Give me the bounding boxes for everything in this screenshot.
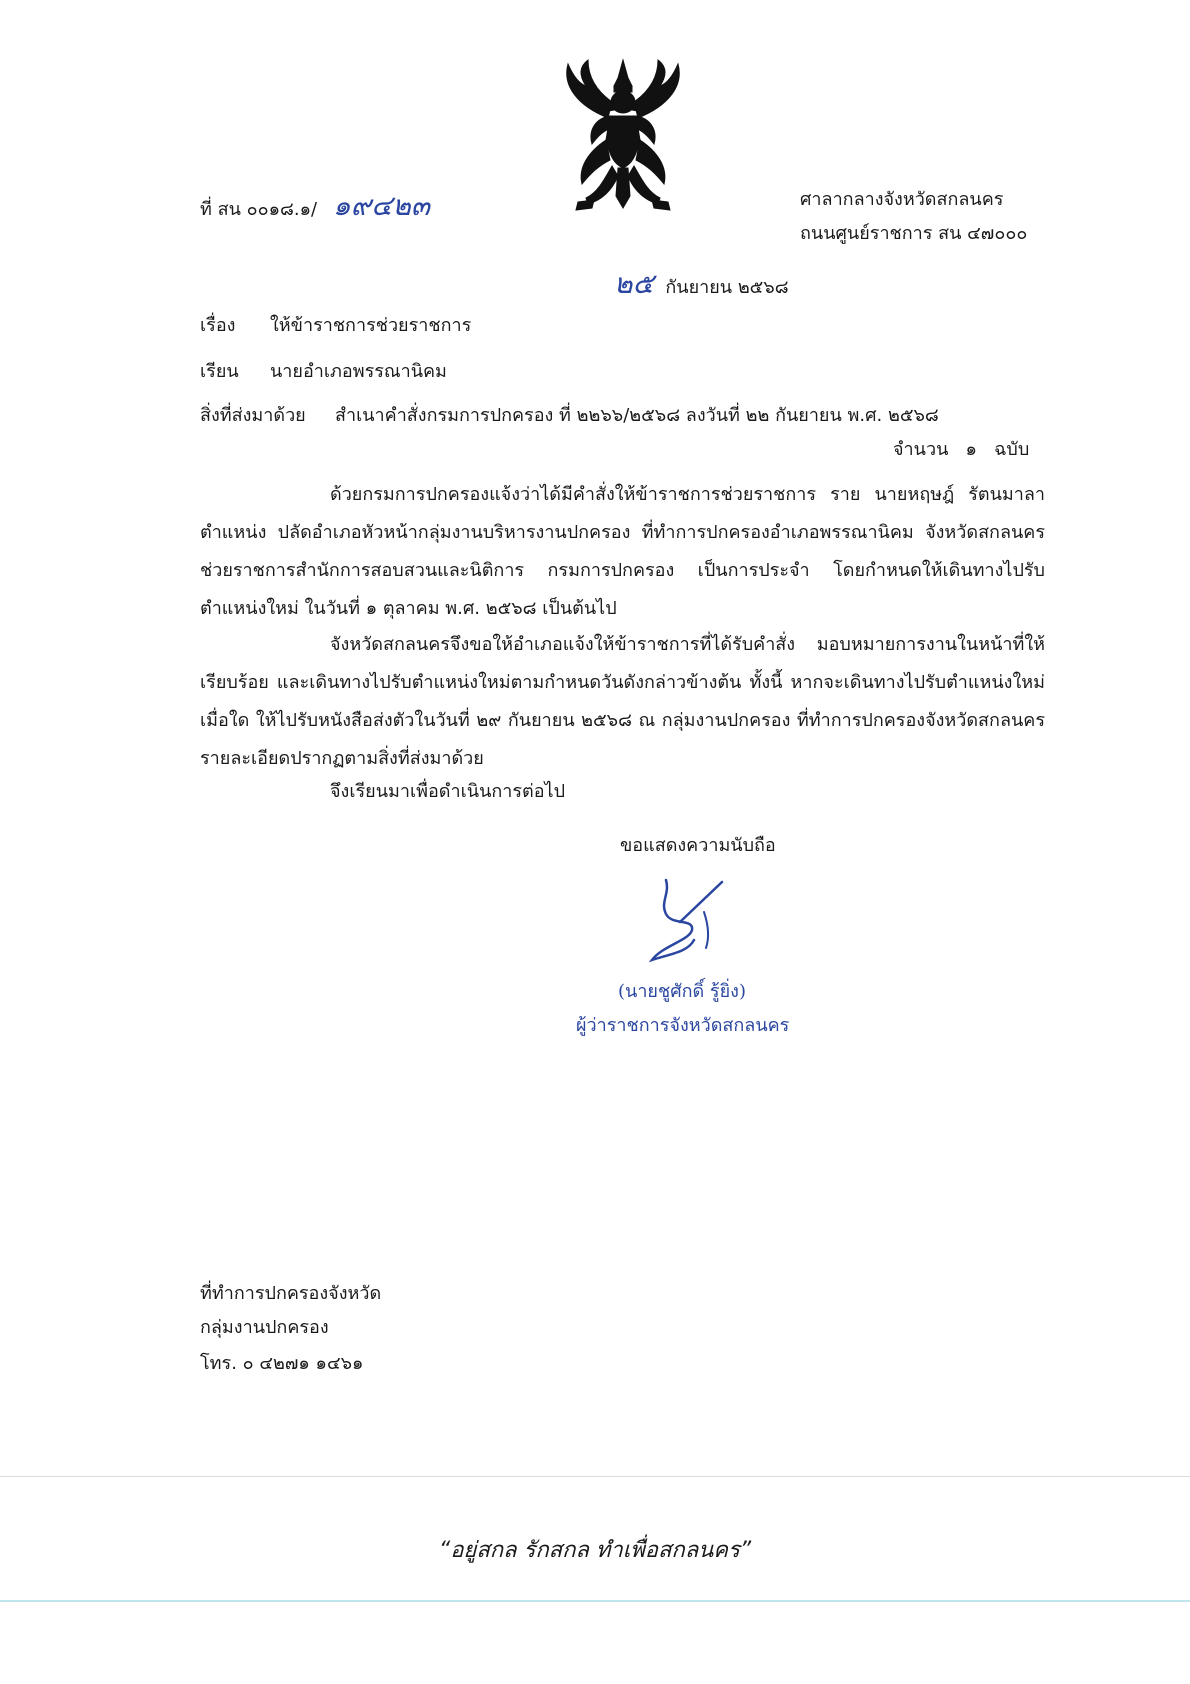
footer-motto: “อยู่สกล รักสกล ทำเพื่อสกลนคร”	[438, 1538, 752, 1563]
footer-phone: โทร. ๐ ๔๒๗๑ ๑๔๖๑	[200, 1353, 364, 1374]
footer-divider	[0, 1476, 1190, 1477]
footer-division: กลุ่มงานปกครอง	[200, 1317, 329, 1338]
body-paragraph-2: จังหวัดสกลนครจึงขอให้อำเภอแจ้งให้ข้าราชการที่ได้รับคำสั่ง มอบหมายการงานในหน้าที่ให้เรียบร้อย และเดินทางไปรับตำแหน่งใหม่ตามกำหนดวันดังกล่าวข้างต้น ทั้งนี้ หากจะเดินทางไปรับตำแหน่งใหม่เมื่อใด ให้ไปรับหนังสือส่งตัวในวันที่ ๒๙ กันยายน ๒๕๖๘ ณ กลุ่มงานปกครอง ที่ทำการปกครองจังหวัดสกลนคร รายละเอียดปรากฏตามสิ่งที่ส่งมาด้วย	[200, 634, 1045, 769]
enclosure-label: สิ่งที่ส่งมาด้วย	[200, 405, 306, 426]
addressee-label: เรียน	[200, 361, 239, 382]
date-month-year: กันยายน ๒๕๖๘	[665, 277, 789, 298]
subject-label: เรื่อง	[200, 315, 236, 336]
signer-name: (นายชูศักดิ์ รู้ยิ่ง)	[618, 981, 746, 1002]
closing-line: จึงเรียนมาเพื่อดำเนินการต่อไป	[330, 781, 566, 802]
enclosure-quantity: จำนวน ๑ ฉบับ	[893, 439, 1030, 460]
office-address: ถนนศูนย์ราชการ สน ๔๗๐๐๐	[800, 223, 1028, 244]
doc-number	[200, 184, 430, 228]
addressee-text: นายอำเภอพรรณานิคม	[270, 361, 447, 382]
subject-text: ให้ข้าราชการช่วยราชการ	[270, 315, 472, 336]
doc-number-prefix: ที่ สน ๐๐๑๘.๑/	[200, 199, 318, 220]
letter-date	[614, 262, 789, 306]
salutation: ขอแสดงความนับถือ	[620, 835, 776, 856]
footer-bottom-rule	[0, 1600, 1190, 1602]
signer-position: ผู้ว่าราชการจังหวัดสกลนคร	[576, 1015, 790, 1036]
body-paragraph-1: ด้วยกรมการปกครองแจ้งว่าได้มีคำสั่งให้ข้าราชการช่วยราชการ ราย นายหฤษฎ์ รัตนมาลา ตำแหน่ง ปลัดอำเภอหัวหน้ากลุ่มงานบริหารงานปกครอง ที่ทำการปกครองอำเภอพรรณานิคม จังหวัดสกลนคร ช่วยราชการสำนักการสอบสวนและนิติการ กรมการปกครอง เป็นการประจำ โดยกำหนดให้เดินทางไปรับตำแหน่งใหม่ ในวันที่ ๑ ตุลาคม พ.ศ. ๒๕๖๘ เป็นต้นไป	[200, 484, 1045, 619]
footer-department: ที่ทำการปกครองจังหวัด	[200, 1283, 382, 1304]
doc-number-handwritten: ๑๙๔๒๓	[332, 189, 430, 222]
handwritten-signature-icon	[640, 870, 740, 970]
enclosure-text: สำเนาคำสั่งกรมการปกครอง ที่ ๒๒๖๖/๒๕๖๘ ลงวันที่ ๒๒ กันยายน พ.ศ. ๒๕๖๘	[335, 405, 939, 426]
office-name: ศาลากลางจังหวัดสกลนคร	[800, 189, 1004, 210]
date-day-handwritten: ๒๕	[614, 267, 654, 300]
garuda-emblem-icon	[548, 56, 698, 224]
